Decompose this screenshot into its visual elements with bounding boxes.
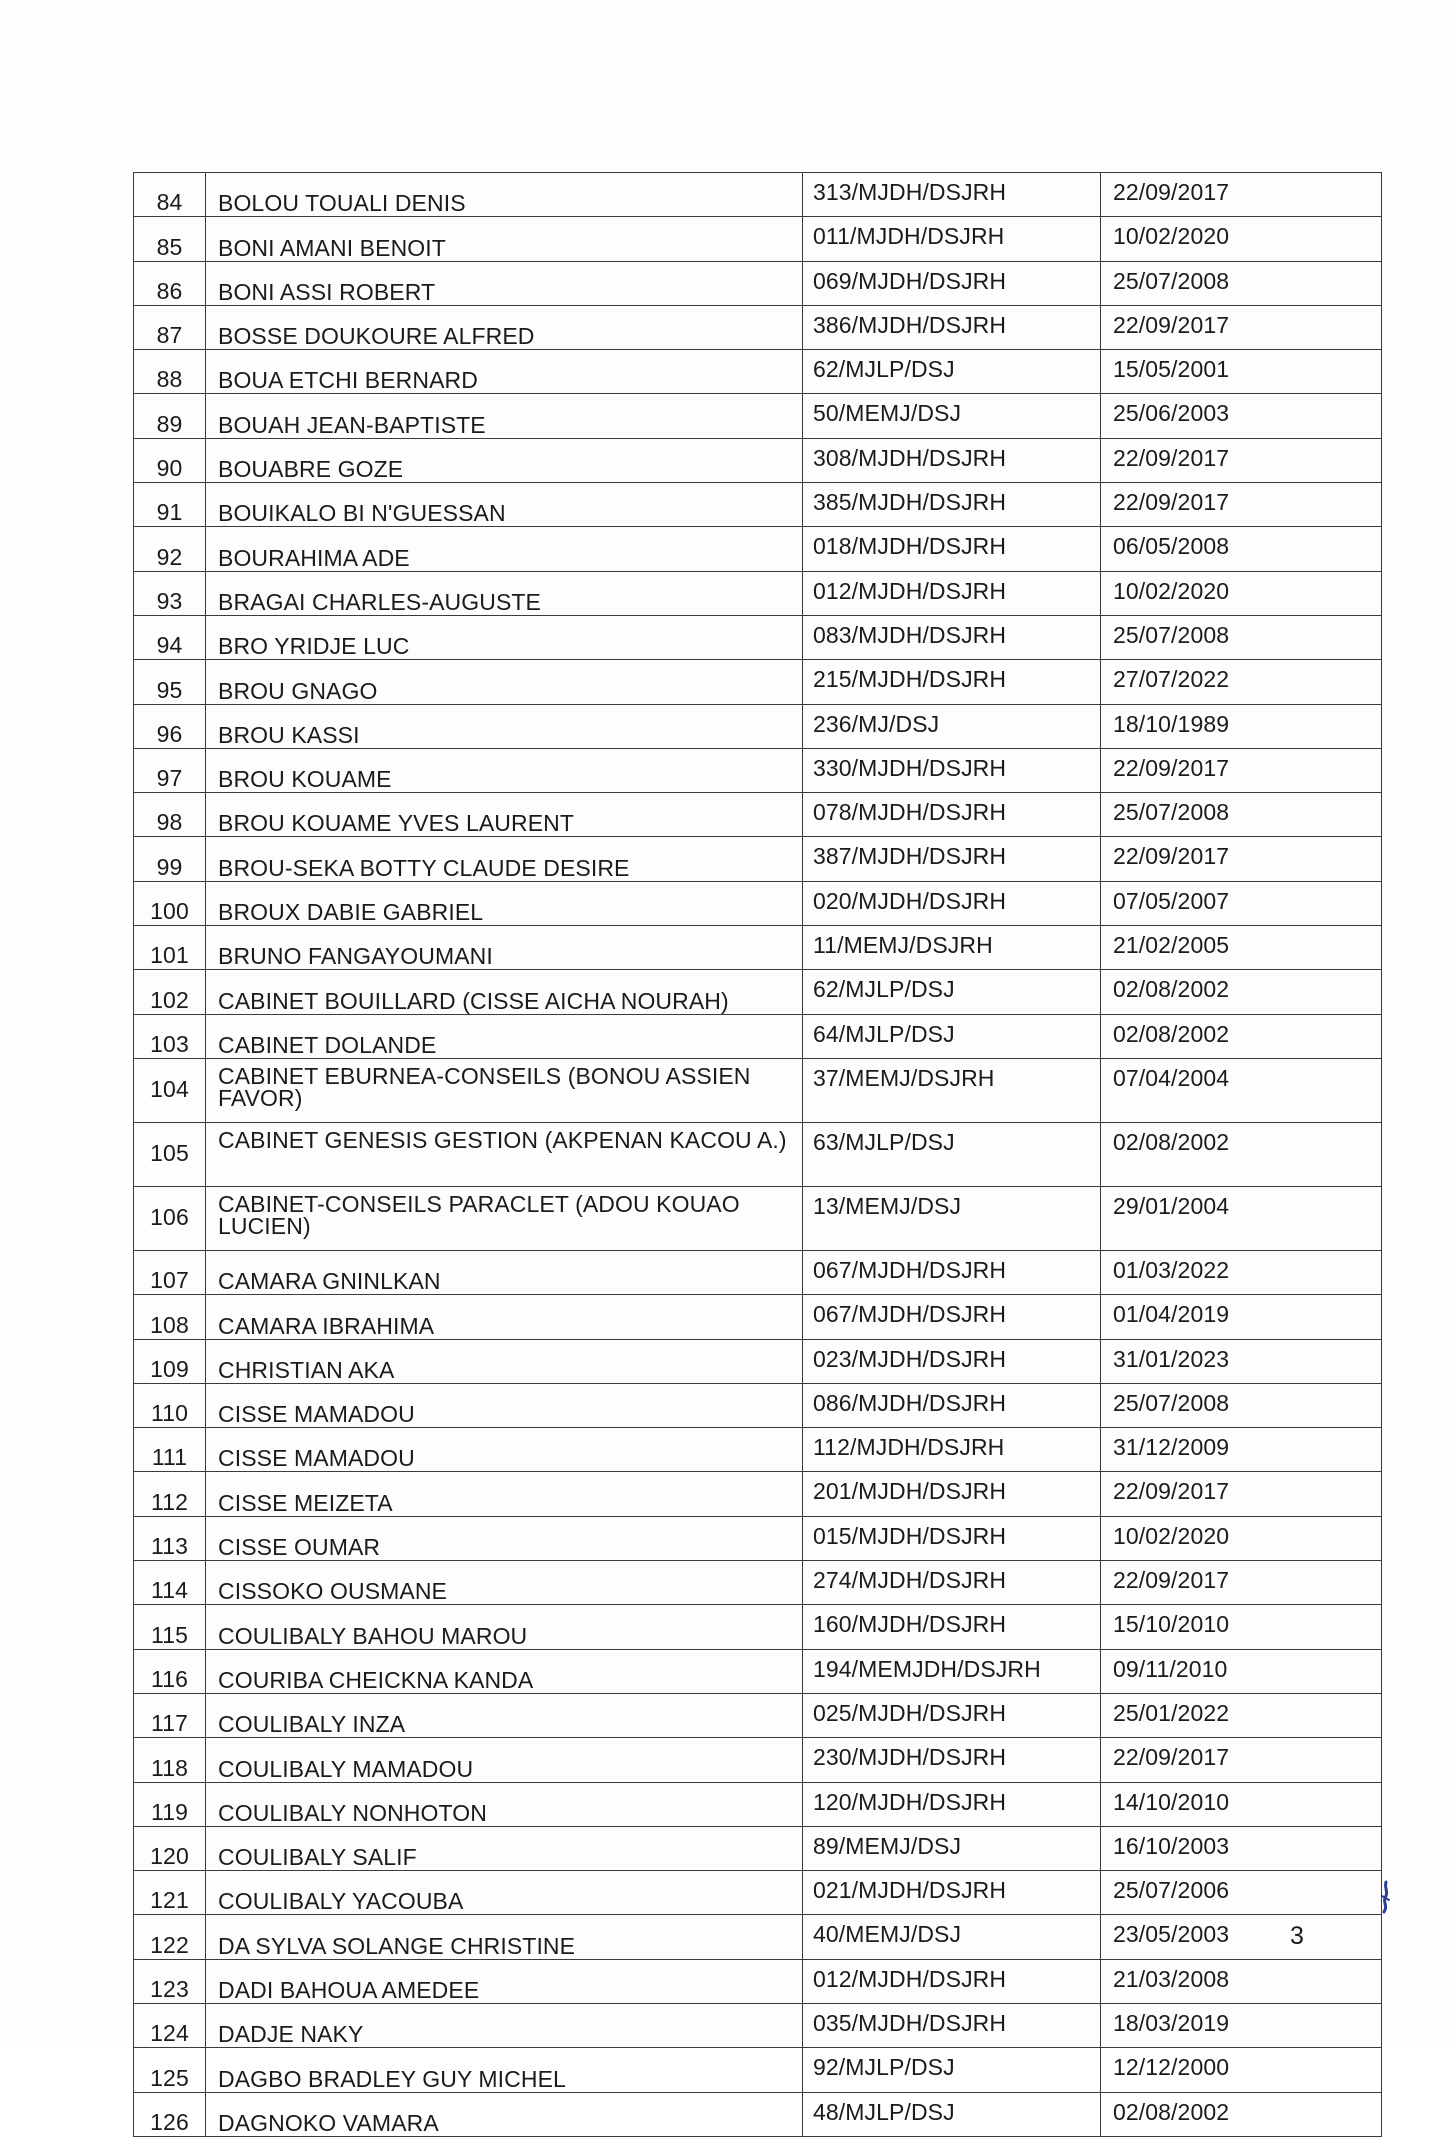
row-number-cell: 123	[134, 1959, 206, 2003]
table-row	[134, 394, 1382, 438]
date-cell: 09/11/2010	[1101, 1649, 1382, 1693]
table-row	[134, 173, 1382, 217]
row-number-cell: 121	[134, 1871, 206, 1915]
row-number-cell: 122	[134, 1915, 206, 1959]
name-cell: DAGNOKO VAMARA	[206, 2092, 803, 2136]
row-number-cell: 116	[134, 1649, 206, 1693]
table-row	[134, 926, 1382, 970]
row-number-cell: 85	[134, 217, 206, 261]
reference-cell: 92/MJLP/DSJ	[803, 2048, 1101, 2092]
table-row	[134, 2092, 1382, 2136]
row-number-cell: 94	[134, 615, 206, 659]
row-number-cell: 119	[134, 1782, 206, 1826]
reference-cell: 48/MJLP/DSJ	[803, 2092, 1101, 2136]
date-cell: 02/08/2002	[1101, 1122, 1382, 1186]
name-cell: CABINET-CONSEILS PARACLET (ADOU KOUAO LUCIEN)	[206, 1186, 803, 1250]
reference-cell: 120/MJDH/DSJRH	[803, 1782, 1101, 1826]
reference-cell: 018/MJDH/DSJRH	[803, 527, 1101, 571]
table-row	[134, 1058, 1382, 1122]
table-row	[134, 305, 1382, 349]
name-cell: BOUAH JEAN-BAPTISTE	[206, 394, 803, 438]
table-row	[134, 1428, 1382, 1472]
name-cell: COULIBALY MAMADOU	[206, 1738, 803, 1782]
reference-cell: 330/MJDH/DSJRH	[803, 748, 1101, 792]
table-row	[134, 1295, 1382, 1339]
date-cell: 22/09/2017	[1101, 1472, 1382, 1516]
date-cell: 25/07/2006	[1101, 1871, 1382, 1915]
date-cell: 31/01/2023	[1101, 1339, 1382, 1383]
reference-cell: 020/MJDH/DSJRH	[803, 881, 1101, 925]
reference-cell: 011/MJDH/DSJRH	[803, 217, 1101, 261]
date-cell: 25/07/2008	[1101, 261, 1382, 305]
reference-cell: 025/MJDH/DSJRH	[803, 1693, 1101, 1737]
reference-cell: 62/MJLP/DSJ	[803, 970, 1101, 1014]
reference-cell: 13/MEMJ/DSJ	[803, 1186, 1101, 1250]
name-cell: COULIBALY INZA	[206, 1693, 803, 1737]
reference-cell: 112/MJDH/DSJRH	[803, 1428, 1101, 1472]
reference-cell: 385/MJDH/DSJRH	[803, 483, 1101, 527]
name-cell: BONI AMANI BENOIT	[206, 217, 803, 261]
name-cell: BRO YRIDJE LUC	[206, 615, 803, 659]
date-cell: 15/10/2010	[1101, 1605, 1382, 1649]
row-number-cell: 117	[134, 1693, 206, 1737]
date-cell: 31/12/2009	[1101, 1428, 1382, 1472]
row-number-cell: 95	[134, 660, 206, 704]
name-cell: BRAGAI CHARLES-AUGUSTE	[206, 571, 803, 615]
date-cell: 10/02/2020	[1101, 1516, 1382, 1560]
name-cell: BOURAHIMA ADE	[206, 527, 803, 571]
reference-cell: 012/MJDH/DSJRH	[803, 571, 1101, 615]
register-table-body	[134, 173, 1382, 2137]
reference-cell: 086/MJDH/DSJRH	[803, 1383, 1101, 1427]
name-cell: DADJE NAKY	[206, 2003, 803, 2047]
name-cell: CHRISTIAN AKA	[206, 1339, 803, 1383]
name-cell: DA SYLVA SOLANGE CHRISTINE	[206, 1915, 803, 1959]
name-cell: CISSOKO OUSMANE	[206, 1561, 803, 1605]
row-number-cell: 120	[134, 1826, 206, 1870]
name-cell: BROU KASSI	[206, 704, 803, 748]
name-cell: COULIBALY SALIF	[206, 1826, 803, 1870]
name-cell: DAGBO BRADLEY GUY MICHEL	[206, 2048, 803, 2092]
row-number-cell: 124	[134, 2003, 206, 2047]
date-cell: 21/02/2005	[1101, 926, 1382, 970]
date-cell: 10/02/2020	[1101, 571, 1382, 615]
row-number-cell: 89	[134, 394, 206, 438]
row-number-cell: 107	[134, 1250, 206, 1294]
table-row	[134, 1605, 1382, 1649]
row-number-cell: 90	[134, 438, 206, 482]
date-cell: 22/09/2017	[1101, 1561, 1382, 1605]
reference-cell: 067/MJDH/DSJRH	[803, 1295, 1101, 1339]
date-cell: 01/03/2022	[1101, 1250, 1382, 1294]
row-number-cell: 126	[134, 2092, 206, 2136]
table-row	[134, 1339, 1382, 1383]
name-cell: BROU KOUAME YVES LAURENT	[206, 793, 803, 837]
reference-cell: 274/MJDH/DSJRH	[803, 1561, 1101, 1605]
reference-cell: 015/MJDH/DSJRH	[803, 1516, 1101, 1560]
name-cell: BOUABRE GOZE	[206, 438, 803, 482]
name-cell: CISSE MEIZETA	[206, 1472, 803, 1516]
date-cell: 22/09/2017	[1101, 173, 1382, 217]
row-number-cell: 92	[134, 527, 206, 571]
reference-cell: 63/MJLP/DSJ	[803, 1122, 1101, 1186]
reference-cell: 37/MEMJ/DSJRH	[803, 1058, 1101, 1122]
register-table	[133, 172, 1382, 2137]
name-cell: CISSE MAMADOU	[206, 1428, 803, 1472]
date-cell: 07/05/2007	[1101, 881, 1382, 925]
table-row	[134, 1561, 1382, 1605]
date-cell: 06/05/2008	[1101, 527, 1382, 571]
ink-mark-icon	[1378, 1880, 1394, 1914]
reference-cell: 160/MJDH/DSJRH	[803, 1605, 1101, 1649]
reference-cell: 40/MEMJ/DSJ	[803, 1915, 1101, 1959]
date-cell: 02/08/2002	[1101, 2092, 1382, 2136]
date-cell: 01/04/2019	[1101, 1295, 1382, 1339]
row-number-cell: 110	[134, 1383, 206, 1427]
name-cell: BROU KOUAME	[206, 748, 803, 792]
row-number-cell: 96	[134, 704, 206, 748]
table-row	[134, 1693, 1382, 1737]
reference-cell: 308/MJDH/DSJRH	[803, 438, 1101, 482]
row-number-cell: 103	[134, 1014, 206, 1058]
table-row	[134, 217, 1382, 261]
table-row	[134, 1014, 1382, 1058]
date-cell: 22/09/2017	[1101, 837, 1382, 881]
name-cell: BROU GNAGO	[206, 660, 803, 704]
reference-cell: 313/MJDH/DSJRH	[803, 173, 1101, 217]
reference-cell: 387/MJDH/DSJRH	[803, 837, 1101, 881]
date-cell: 12/12/2000	[1101, 2048, 1382, 2092]
reference-cell: 069/MJDH/DSJRH	[803, 261, 1101, 305]
reference-cell: 078/MJDH/DSJRH	[803, 793, 1101, 837]
table-row	[134, 1826, 1382, 1870]
table-row	[134, 571, 1382, 615]
table-row	[134, 615, 1382, 659]
reference-cell: 023/MJDH/DSJRH	[803, 1339, 1101, 1383]
table-row	[134, 1516, 1382, 1560]
table-row	[134, 748, 1382, 792]
table-row	[134, 1738, 1382, 1782]
reference-cell: 386/MJDH/DSJRH	[803, 305, 1101, 349]
date-cell: 22/09/2017	[1101, 483, 1382, 527]
table-row	[134, 881, 1382, 925]
row-number-cell: 111	[134, 1428, 206, 1472]
reference-cell: 215/MJDH/DSJRH	[803, 660, 1101, 704]
reference-cell: 083/MJDH/DSJRH	[803, 615, 1101, 659]
name-cell: COURIBA CHEICKNA KANDA	[206, 1649, 803, 1693]
row-number-cell: 99	[134, 837, 206, 881]
row-number-cell: 118	[134, 1738, 206, 1782]
table-row	[134, 837, 1382, 881]
table-row	[134, 1250, 1382, 1294]
date-cell: 18/03/2019	[1101, 2003, 1382, 2047]
reference-cell: 201/MJDH/DSJRH	[803, 1472, 1101, 1516]
row-number-cell: 108	[134, 1295, 206, 1339]
reference-cell: 230/MJDH/DSJRH	[803, 1738, 1101, 1782]
name-cell: BOSSE DOUKOURE ALFRED	[206, 305, 803, 349]
table-row	[134, 1959, 1382, 2003]
reference-cell: 62/MJLP/DSJ	[803, 350, 1101, 394]
date-cell: 18/10/1989	[1101, 704, 1382, 748]
table-row	[134, 261, 1382, 305]
name-cell: COULIBALY YACOUBA	[206, 1871, 803, 1915]
row-number-cell: 106	[134, 1186, 206, 1250]
reference-cell: 021/MJDH/DSJRH	[803, 1871, 1101, 1915]
date-cell: 22/09/2017	[1101, 748, 1382, 792]
table-row	[134, 350, 1382, 394]
row-number-cell: 105	[134, 1122, 206, 1186]
date-cell: 07/04/2004	[1101, 1058, 1382, 1122]
row-number-cell: 109	[134, 1339, 206, 1383]
name-cell: CABINET GENESIS GESTION (AKPENAN KACOU A.)	[206, 1122, 803, 1186]
date-cell: 22/09/2017	[1101, 305, 1382, 349]
name-cell: COULIBALY NONHOTON	[206, 1782, 803, 1826]
reference-cell: 64/MJLP/DSJ	[803, 1014, 1101, 1058]
table-row	[134, 1122, 1382, 1186]
name-cell: CABINET DOLANDE	[206, 1014, 803, 1058]
reference-cell: 012/MJDH/DSJRH	[803, 1959, 1101, 2003]
date-cell: 25/01/2022	[1101, 1693, 1382, 1737]
date-cell: 15/05/2001	[1101, 350, 1382, 394]
name-cell: DADI BAHOUA AMEDEE	[206, 1959, 803, 2003]
row-number-cell: 91	[134, 483, 206, 527]
date-cell: 16/10/2003	[1101, 1826, 1382, 1870]
row-number-cell: 97	[134, 748, 206, 792]
date-cell: 27/07/2022	[1101, 660, 1382, 704]
row-number-cell: 93	[134, 571, 206, 615]
reference-cell: 89/MEMJ/DSJ	[803, 1826, 1101, 1870]
name-cell: BONI ASSI ROBERT	[206, 261, 803, 305]
date-cell: 14/10/2010	[1101, 1782, 1382, 1826]
table-row	[134, 1472, 1382, 1516]
table-row	[134, 660, 1382, 704]
reference-cell: 50/MEMJ/DSJ	[803, 394, 1101, 438]
name-cell: BROU-SEKA BOTTY CLAUDE DESIRE	[206, 837, 803, 881]
table-row	[134, 438, 1382, 482]
table-row	[134, 1383, 1382, 1427]
table-row	[134, 704, 1382, 748]
date-cell: 21/03/2008	[1101, 1959, 1382, 2003]
name-cell: CABINET BOUILLARD (CISSE AICHA NOURAH)	[206, 970, 803, 1014]
name-cell: BOLOU TOUALI DENIS	[206, 173, 803, 217]
reference-cell: 194/MEMJDH/DSJRH	[803, 1649, 1101, 1693]
table-row	[134, 2048, 1382, 2092]
reference-cell: 11/MEMJ/DSJRH	[803, 926, 1101, 970]
date-cell: 22/09/2017	[1101, 438, 1382, 482]
date-cell: 23/05/2003	[1101, 1915, 1382, 1959]
row-number-cell: 113	[134, 1516, 206, 1560]
row-number-cell: 115	[134, 1605, 206, 1649]
date-cell: 29/01/2004	[1101, 1186, 1382, 1250]
date-cell: 22/09/2017	[1101, 1738, 1382, 1782]
name-cell: CISSE MAMADOU	[206, 1383, 803, 1427]
reference-cell: 236/MJ/DSJ	[803, 704, 1101, 748]
row-number-cell: 114	[134, 1561, 206, 1605]
row-number-cell: 86	[134, 261, 206, 305]
table-row	[134, 1186, 1382, 1250]
row-number-cell: 112	[134, 1472, 206, 1516]
row-number-cell: 102	[134, 970, 206, 1014]
row-number-cell: 84	[134, 173, 206, 217]
date-cell: 25/07/2008	[1101, 793, 1382, 837]
row-number-cell: 104	[134, 1058, 206, 1122]
name-cell: CISSE OUMAR	[206, 1516, 803, 1560]
name-cell: CABINET EBURNEA-CONSEILS (BONOU ASSIEN FAVOR)	[206, 1058, 803, 1122]
date-cell: 02/08/2002	[1101, 1014, 1382, 1058]
table-row	[134, 1871, 1382, 1915]
table-row	[134, 1915, 1382, 1959]
table-row	[134, 527, 1382, 571]
date-cell: 02/08/2002	[1101, 970, 1382, 1014]
date-cell: 10/02/2020	[1101, 217, 1382, 261]
date-cell: 25/07/2008	[1101, 615, 1382, 659]
name-cell: BRUNO FANGAYOUMANI	[206, 926, 803, 970]
row-number-cell: 101	[134, 926, 206, 970]
date-cell: 25/07/2008	[1101, 1383, 1382, 1427]
name-cell: CAMARA GNINLKAN	[206, 1250, 803, 1294]
reference-cell: 067/MJDH/DSJRH	[803, 1250, 1101, 1294]
name-cell: BOUIKALO BI N'GUESSAN	[206, 483, 803, 527]
row-number-cell: 98	[134, 793, 206, 837]
name-cell: BOUA ETCHI BERNARD	[206, 350, 803, 394]
row-number-cell: 88	[134, 350, 206, 394]
table-row	[134, 2003, 1382, 2047]
table-row	[134, 793, 1382, 837]
row-number-cell: 87	[134, 305, 206, 349]
reference-cell: 035/MJDH/DSJRH	[803, 2003, 1101, 2047]
page-number: 3	[1290, 1922, 1304, 1950]
date-cell: 25/06/2003	[1101, 394, 1382, 438]
name-cell: COULIBALY BAHOU MAROU	[206, 1605, 803, 1649]
table-row	[134, 483, 1382, 527]
table-row	[134, 970, 1382, 1014]
row-number-cell: 125	[134, 2048, 206, 2092]
table-row	[134, 1649, 1382, 1693]
name-cell: BROUX DABIE GABRIEL	[206, 881, 803, 925]
table-row	[134, 1782, 1382, 1826]
row-number-cell: 100	[134, 881, 206, 925]
name-cell: CAMARA IBRAHIMA	[206, 1295, 803, 1339]
